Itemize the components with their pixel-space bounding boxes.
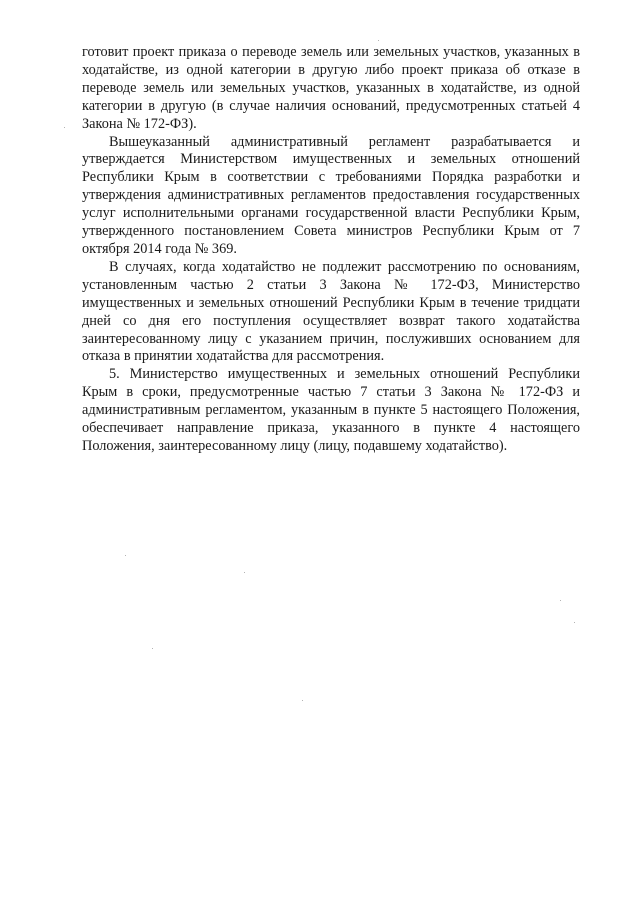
scan-speck	[152, 648, 153, 649]
scan-speck	[378, 40, 379, 41]
scan-speck	[302, 700, 303, 701]
paragraph-regulation: Вышеуказанный административный регламент разрабатывается и утверждается Министерством имущественных и земельных отношений Республики Крым в соответствии с требованиями Порядка разработки и утверждения административных регламентов предоставления государственных услуг исполнительными органами государственной власти Республики Крым, утвержденного постановлением Совета министров Республики Крым от 7 октября 2014 года № 369.	[82, 133, 580, 257]
scan-speck	[574, 622, 575, 623]
scan-speck	[64, 127, 65, 128]
paragraph-item-5: 5. Министерство имущественных и земельных отношений Республики Крым в сроки, предусмотренные частью 7 статьи 3 Закона № 172-ФЗ и административным регламентом, указанным в пункте 5 настоящего Положения, обеспечивает направление приказа, указанного в пункте 4 настоящего Положения, заинтересованному лицу (лицу, подавшему ходатайство).	[82, 366, 580, 454]
scan-speck	[125, 555, 126, 556]
scan-speck	[560, 600, 561, 601]
document-body	[82, 44, 580, 456]
scan-speck	[244, 572, 245, 573]
paragraph-return-petition: В случаях, когда ходатайство не подлежит рассмотрению по основаниям, установленным частью 2 статьи 3 Закона № 172-ФЗ, Министерство имущественных и земельных отношений Республики Крым в течение тридцати дней со дня его поступления осуществляет возврат такого ходатайства заинтересованному лицу с указанием причин, послуживших основанием для отказа в принятии ходатайства для рассмотрения.	[82, 258, 580, 365]
paragraph-continuation: готовит проект приказа о переводе земель или земельных участков, указанных в ходатайстве, из одной категории в другую либо проект приказа об отказе в переводе земель или земельных участков, указанных в ходатайстве, из одной категории в другую (в случае наличия оснований, предусмотренных статьей 4 Закона № 172-ФЗ).	[82, 44, 580, 132]
